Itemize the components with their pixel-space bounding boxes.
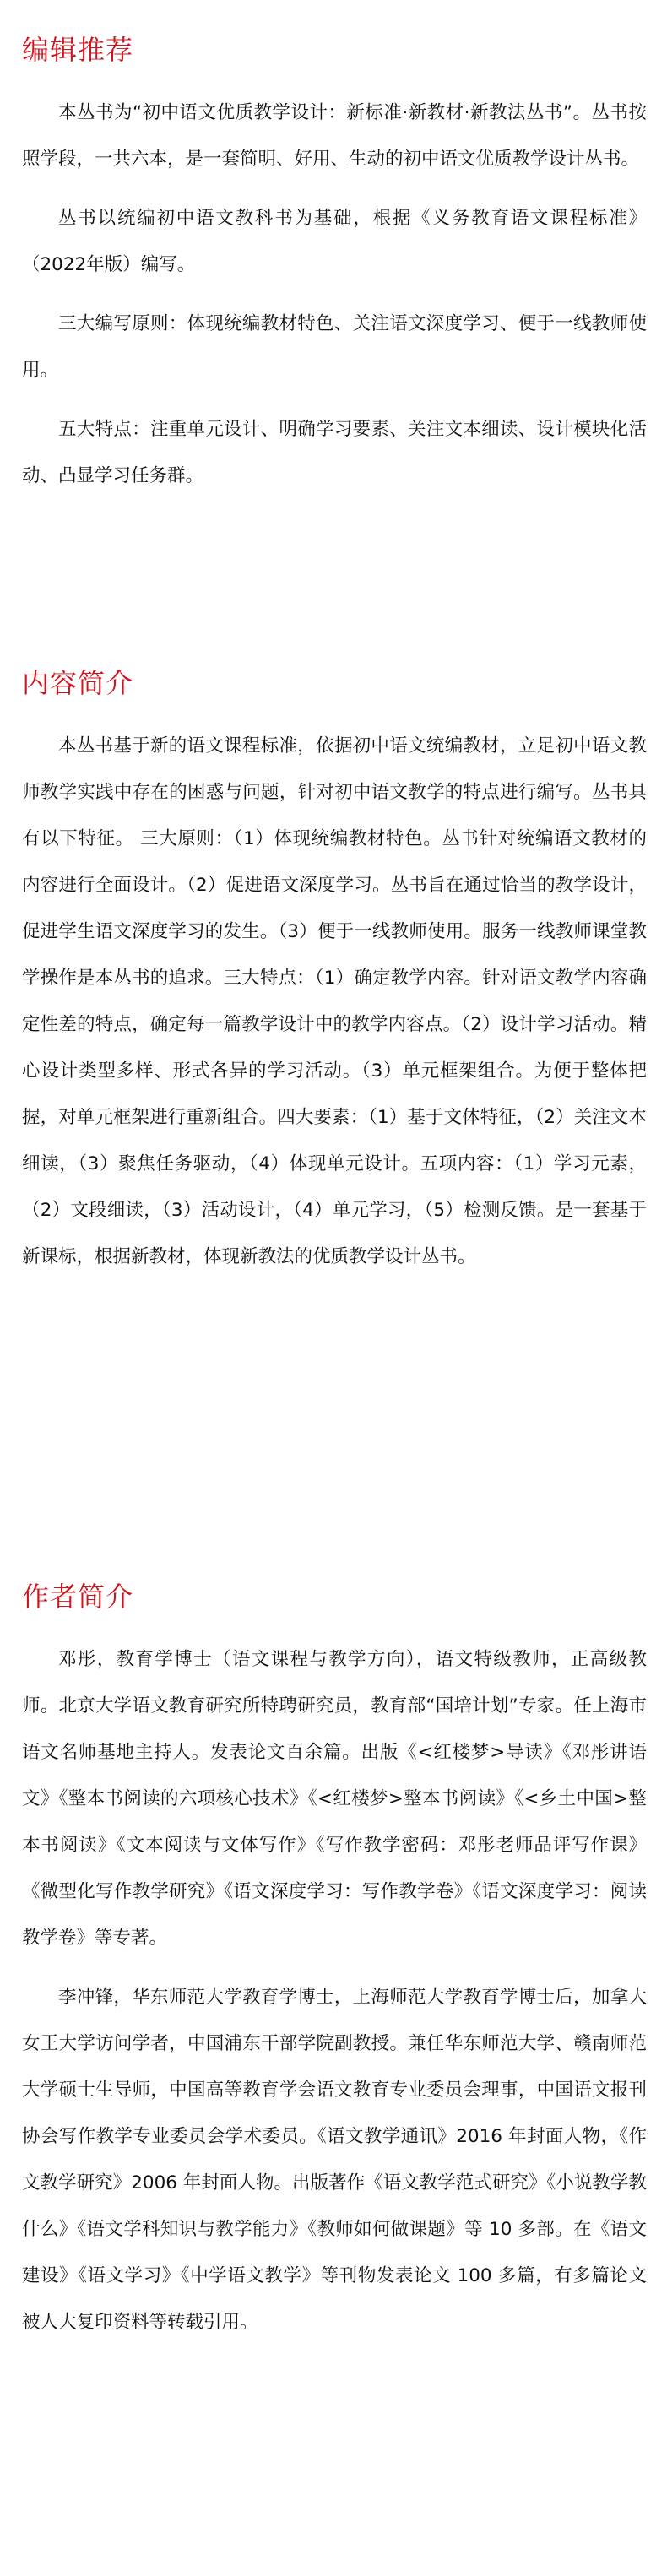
author-intro-section — [22, 1577, 647, 2346]
section-title: 编辑推荐 — [22, 34, 134, 66]
paragraph: 本丛书为“初中语文优质教学设计：新标准·新教材·新教法丛书”。丛书按照学段，一共六本，是一套简明、好用、生动的初中语文优质教学设计丛书。 — [22, 102, 647, 170]
paragraph: 邓彤，教育学博士（语文课程与教学方向），语文特级教师，正高级教师。北京大学语文教育研究所特聘研究员，教育部“国培计划”专家。任上海市语文名师基地主持人。发表论文百余篇。出版《<红楼梦>导读》《邓彤讲语文》《整本书阅读的六项核心技术》《<红楼梦>整本书阅读》《<乡土中国>整本书阅读》《文本阅读与文体写作》《写作教学密码：邓彤老师品评写作课》《微型化写作教学研究》《语文深度学习：写作教学卷》《语文深度学习：阅读教学卷》等专著。 — [22, 1649, 647, 1949]
editor-recommendation-section — [22, 30, 647, 499]
paragraph: 三大编写原则：体现统编教材特色、关注语文深度学习、便于一线教师使用。 — [22, 313, 647, 381]
section-title: 内容简介 — [22, 667, 134, 699]
paragraph: 丛书以统编初中语文教科书为基础，根据《义务教育语文课程标准》（2022年版）编写。 — [22, 208, 647, 275]
paragraph: 本丛书基于新的语文课程标准，依据初中语文统编教材，立足初中语文教师教学实践中存在的困惑与问题，针对初中语文教学的特点进行编写。丛书具有以下特征。 三大原则：（1）体现统编教材特色。丛书针对统编语文教材的内容进行全面设计。（2）促进语文深度学习。丛书旨在通过恰当的教学设计，促进学生语文深度学习的发生。（3）便于一线教师使用。服务一线教师课堂教学操作是本丛书的追求。三大特点：（1）确定教学内容。针对语文教学内容确定性差的特点，确定每一篇教学设计中的教学内容点。（2）设计学习活动。精心设计类型多样、形式各异的学习活动。（3）单元框架组合。为便于整体把握，对单元框架进行重新组合。四大要素：（1）基于文体特征，（2）关注文本细读，（3）聚焦任务驱动，（4）体现单元设计。五项内容：（1）学习元素，（2）文段细读，（3）活动设计，（4）单元学习，（5）检测反馈。是一套基于新课标，根据新教材，体现新教法的优质教学设计丛书。 — [22, 735, 647, 1267]
section-title: 作者简介 — [22, 1581, 134, 1613]
paragraph: 五大特点：注重单元设计、明确学习要素、关注文本细读、设计模块化活动、凸显学习任务群。 — [22, 419, 647, 486]
paragraph: 李冲锋，华东师范大学教育学博士，上海师范大学教育学博士后，加拿大女王大学访问学者，中国浦东干部学院副教授。兼任华东师范大学、赣南师范大学硕士生导师，中国高等教育学会语文教育专业委员会理事，中国语文报刊协会写作教学专业委员会学术委员。《语文教学通讯》2016 年封面人物，《作文教学研究》2006 年封面人物。出版著作《语文教学范式研究》《小说教学教什么》《语文学科知识与教学能力》《教师如何做课题》等 10 多部。在《语文建设》《语文学习》《中学语文教学》等刊物发表论文 100 多篇，有多篇论文被人大复印资料等转载引用。 — [22, 1987, 647, 2333]
content-summary-section — [22, 664, 647, 1280]
